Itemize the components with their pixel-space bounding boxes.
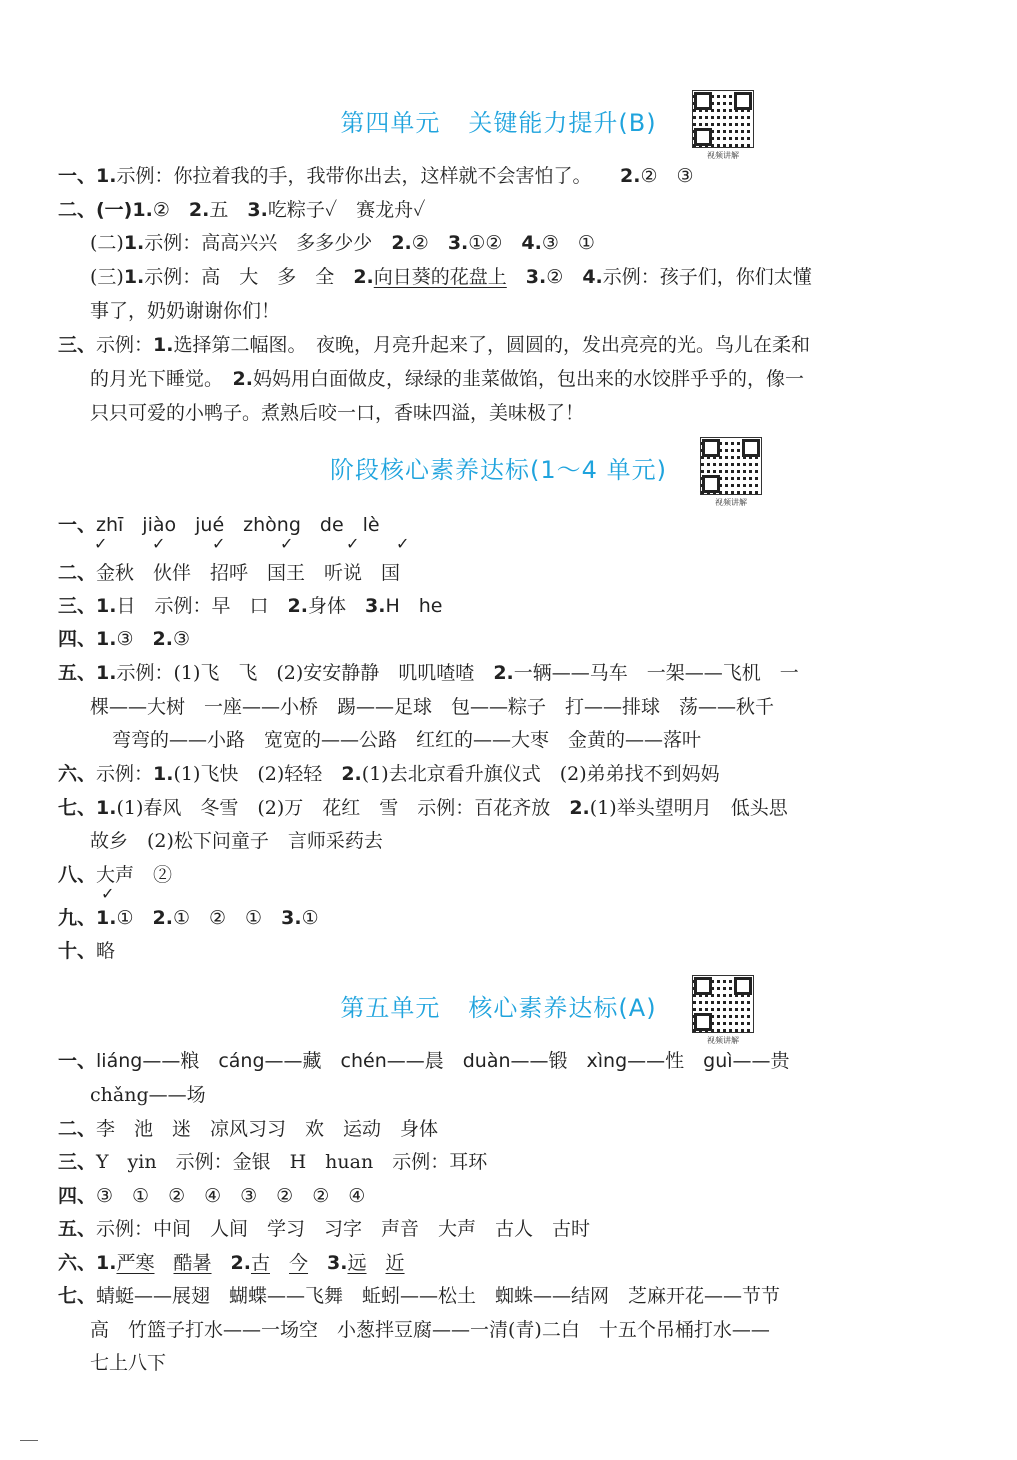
answer-line: 二、(一)1.② 2.五 3.吃粽子✓ 赛龙舟✓ <box>58 199 426 221</box>
answer-line: 只只可爱的小鸭子。煮熟后咬一口，香味四溢，美味极了！ <box>90 402 585 424</box>
answer-line: 四、③ ① ② ④ ③ ② ② ④ <box>58 1185 366 1207</box>
answer-line: 六、1.严寒 酷暑 2.古 今 3.远 近 <box>58 1252 405 1274</box>
section-title-unit5-a <box>0 988 1007 1023</box>
answer-line: 七上八下 <box>90 1352 167 1374</box>
answer-line: 一、zhī jiào jué zhòng de lè <box>58 514 380 536</box>
answer-line: 五、1.示例：(1)飞 飞 (2)安安静静 叽叽喳喳 2.一辆——马车 一架——飞机 一 <box>58 662 799 684</box>
check-mark: ✓ <box>152 534 166 553</box>
title-unit-label: 第四单元 <box>340 109 441 137</box>
qr-code-video[interactable] <box>692 90 754 161</box>
answer-line: 八、大声 ② <box>58 864 173 886</box>
qr-code-icon <box>692 90 754 148</box>
answer-line: 十、略 <box>58 940 116 962</box>
qr-code-video[interactable] <box>692 975 754 1046</box>
check-mark: ✓ <box>212 534 226 553</box>
qr-caption: 视频讲解 <box>707 1036 739 1045</box>
check-mark: ✓ <box>280 534 294 553</box>
answer-line: 六、示例：1.(1)飞快 (2)轻轻 2.(1)去北京看升旗仪式 (2)弟弟找不到妈妈 <box>58 763 720 785</box>
section-title-stage: 阶段核心素养达标(1～4 单元) <box>330 456 667 484</box>
answer-line: 七、蜻蜓——展翅 蝴蝶——飞舞 蚯蚓——松土 蜘蛛——结网 芝麻开花——节节 <box>58 1285 781 1307</box>
answer-line: 高 竹篮子打水——一场空 小葱拌豆腐——一清(青)二白 十五个吊桶打水—— <box>90 1319 770 1341</box>
qr-code-icon <box>700 437 762 495</box>
answer-line: 九、1.① 2.① ② ① 3.① <box>58 907 319 929</box>
check-mark: ✓ <box>94 534 108 553</box>
title-unit-name: 关键能力提升(B) <box>468 109 657 137</box>
answer-line: chǎng——场 <box>90 1084 206 1106</box>
answer-line: (三)1.示例：高 大 多 全 2.向日葵的花盘上 3.② 4.示例：孩子们，你们太懂 <box>90 266 812 288</box>
answer-line: 弯弯的——小路 宽宽的——公路 红红的——大枣 金黄的——落叶 <box>112 729 702 751</box>
title-unit-name: 核心素养达标(A) <box>468 994 657 1022</box>
title-unit-label: 第五单元 <box>340 994 441 1022</box>
answer-line: 三、Y yin 示例：金银 H huan 示例：耳环 <box>58 1151 488 1173</box>
footer-divider <box>20 1440 38 1441</box>
check-mark: ✓ <box>101 884 115 903</box>
qr-code-video[interactable] <box>700 437 762 508</box>
answer-line: 七、1.(1)春风 冬雪 (2)万 花红 雪 示例：百花齐放 2.(1)举头望明月 低头思 <box>58 797 788 819</box>
answer-line: 一、liáng——粮 cáng——藏 chén——晨 duàn——锻 xìng——性 guì——贵 <box>58 1050 790 1072</box>
answer-line: 棵——大树 一座——小桥 踢——足球 包——粽子 打——排球 荡——秋千 <box>90 696 775 718</box>
answer-line: 事了，奶奶谢谢你们！ <box>90 300 281 322</box>
answer-line: 四、1.③ 2.③ <box>58 628 191 650</box>
answer-line: 故乡 (2)松下问童子 言师采药去 <box>90 830 383 852</box>
answer-line: (二)1.示例：高高兴兴 多多少少 2.② 3.①② 4.③ ① <box>90 232 595 254</box>
answer-line: 五、示例：中间 人间 学习 习字 声音 大声 古人 古时 <box>58 1218 591 1240</box>
qr-code-icon <box>692 975 754 1033</box>
answer-line: 一、1.示例：你拉着我的手，我带你出去，这样就不会害怕了。 2.② ③ <box>58 165 694 187</box>
answer-line: 的月光下睡觉。 2.妈妈用白面做皮，绿绿的韭菜做馅，包出来的水饺胖乎乎的，像一 <box>90 368 804 390</box>
answer-line: 二、李 池 迷 凉风习习 欢 运动 身体 <box>58 1118 439 1140</box>
check-mark: ✓ <box>396 534 410 553</box>
qr-caption: 视频讲解 <box>715 498 747 507</box>
section-title-unit4-b <box>0 103 1007 138</box>
answer-line: 二、金秋 伙伴 招呼 国王 听说 国 <box>58 562 401 584</box>
answer-line: 三、1.日 示例：早 口 2.身体 3.H he <box>58 595 443 617</box>
qr-caption: 视频讲解 <box>707 151 739 160</box>
answer-line: 三、示例：1.选择第二幅图。 夜晚，月亮升起来了，圆圆的，发出亮亮的光。鸟儿在柔和 <box>58 334 810 356</box>
check-mark: ✓ <box>346 534 360 553</box>
